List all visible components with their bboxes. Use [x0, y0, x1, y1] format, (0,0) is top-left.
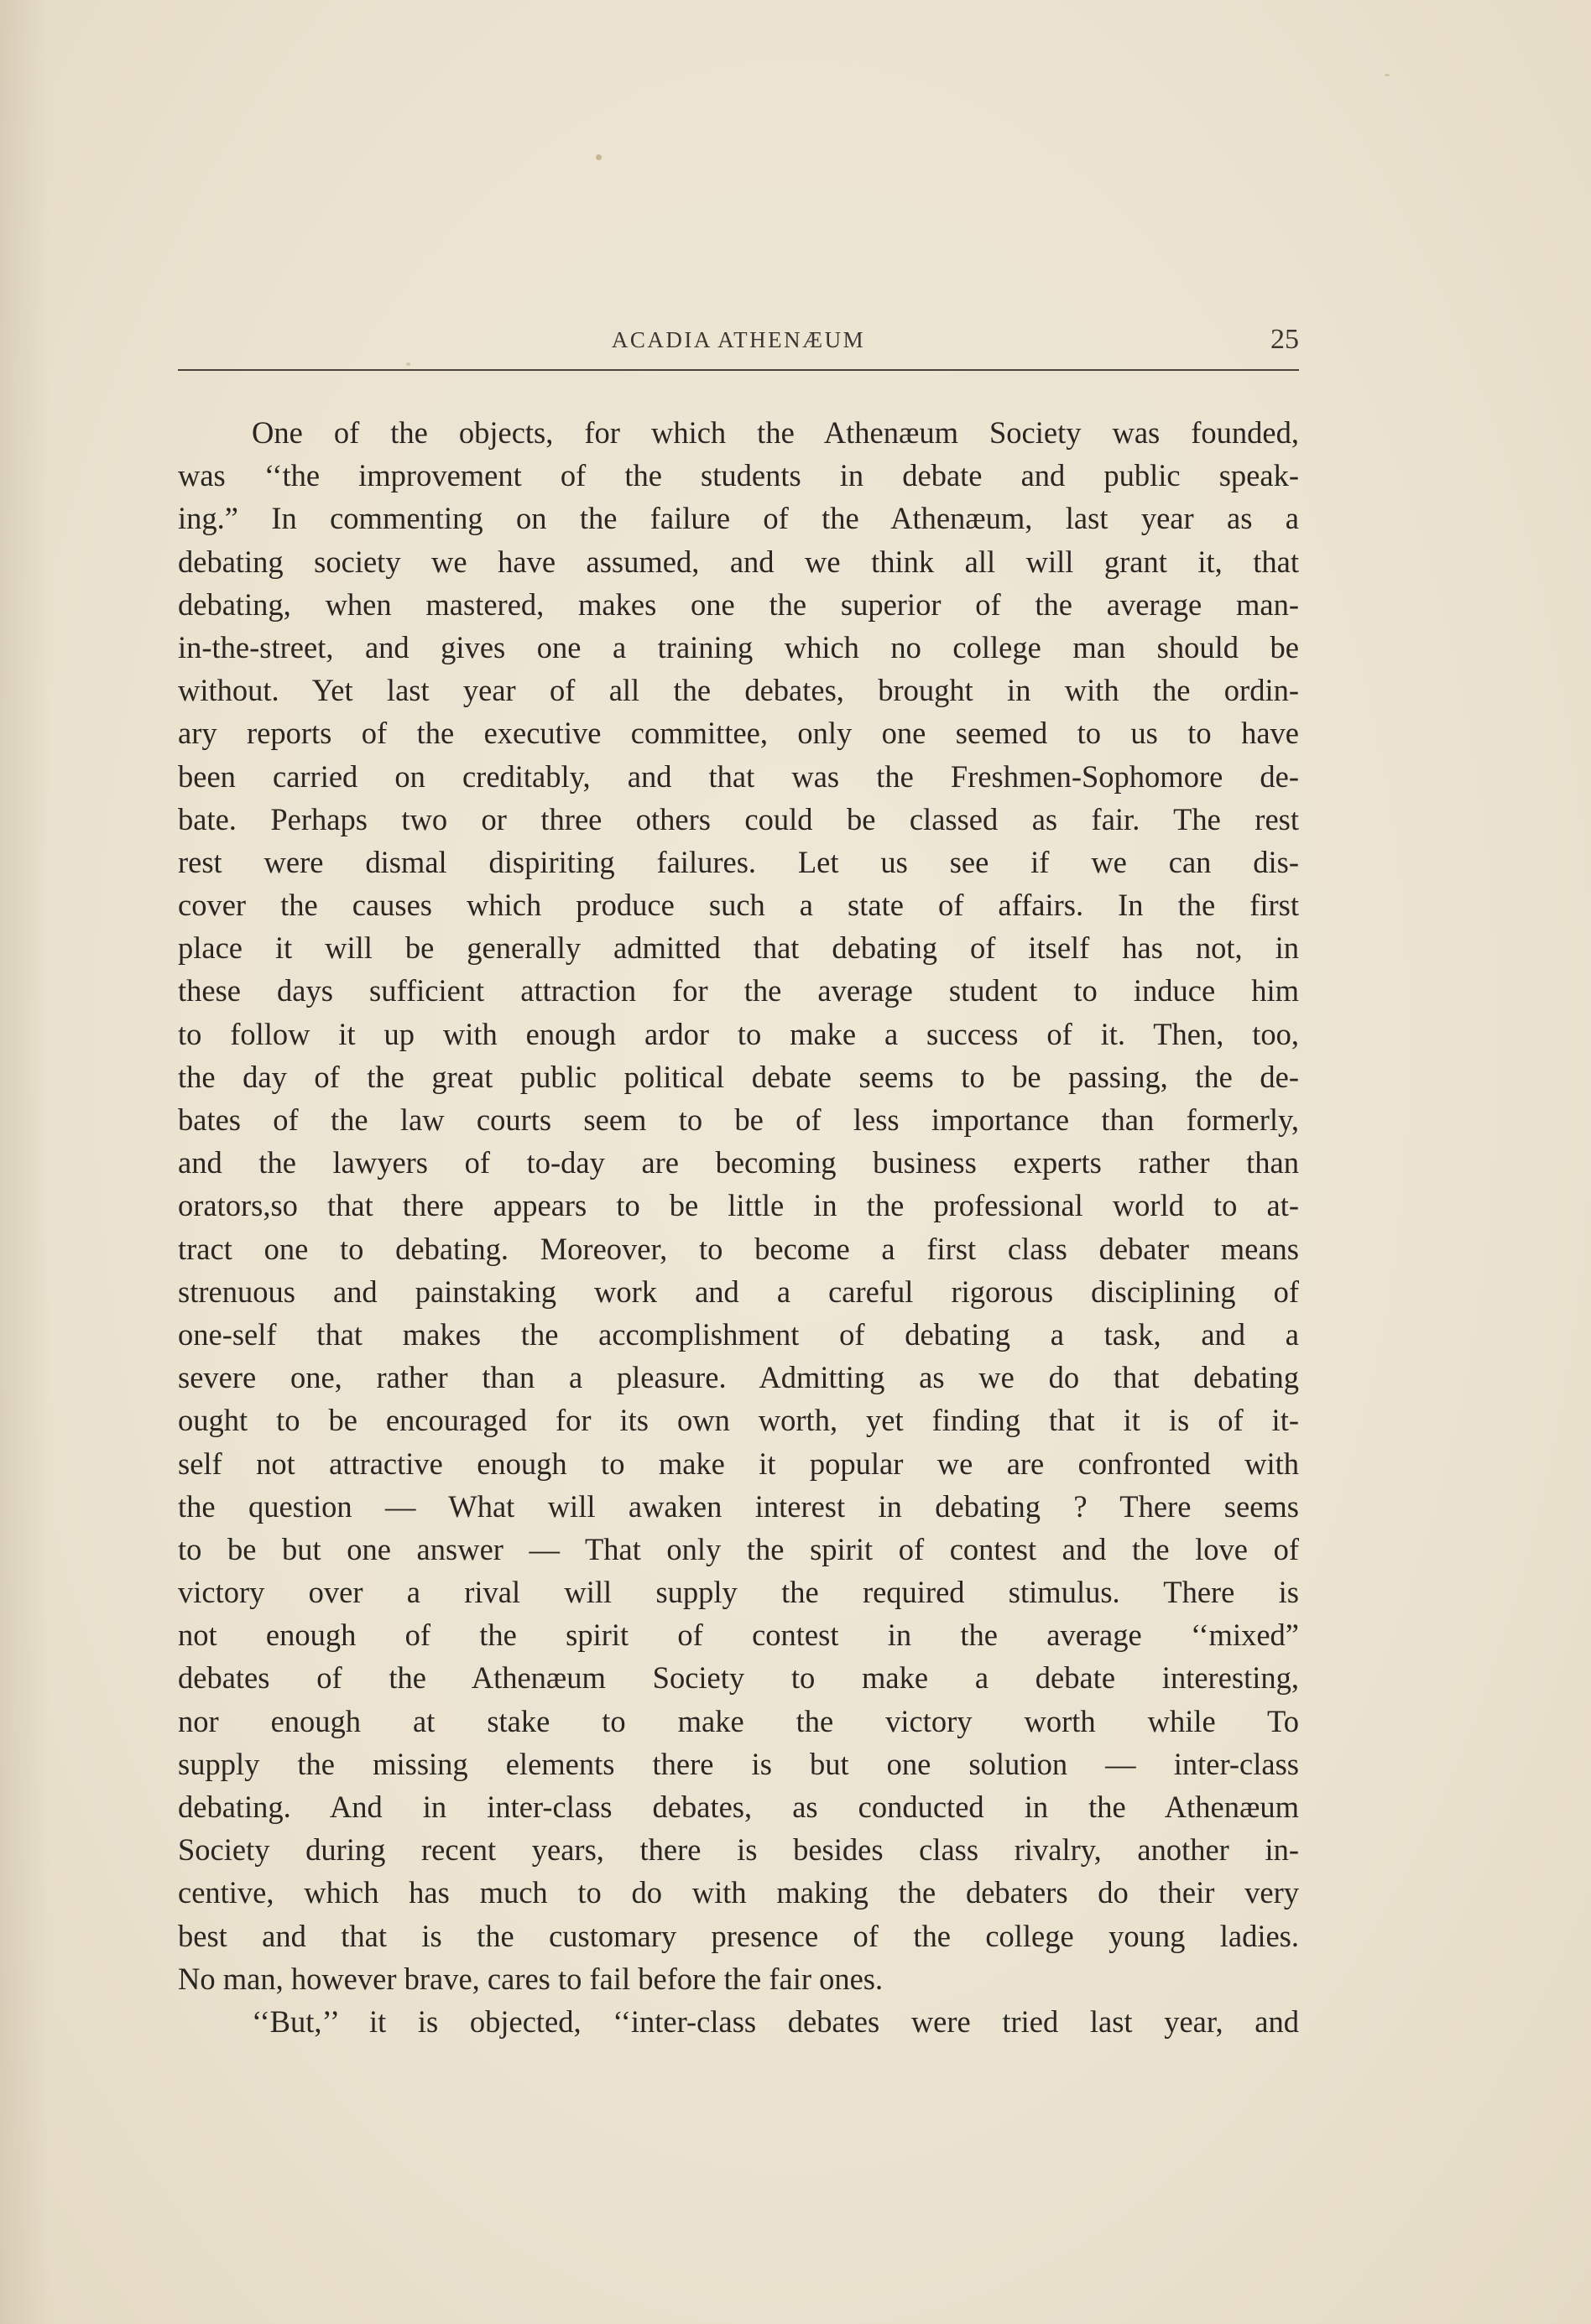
text-line: tract one to debating. Moreover, to become a first class debater means	[178, 1231, 1299, 1266]
text-line: strenuous and painstaking work and a careful rigorous disciplining of	[178, 1274, 1299, 1309]
text-line: to be but one answer — That only the spirit of contest and the love of	[178, 1531, 1299, 1566]
paper-speck	[596, 154, 602, 160]
text-line: No man, however brave, cares to fail before the fair ones.	[178, 1961, 884, 1996]
header-rule	[178, 369, 1299, 371]
text-line: nor enough at stake to make the victory worth while To	[178, 1703, 1299, 1738]
running-title: ACADIA ATHENÆUM	[611, 327, 866, 352]
text-line: been carried on creditably, and that was the Freshmen-Sophomore de-	[178, 758, 1299, 794]
text-line: ought to be encouraged for its own worth, yet finding that it is of it-	[178, 1403, 1299, 1438]
text-line: cover the causes which produce such a state of affairs. In the first	[178, 888, 1299, 923]
text-line: was ‘‘the improvement of the students in debate and public speak-	[178, 458, 1299, 493]
text-line: the question — What will awaken interest in debating ? There seems	[178, 1488, 1299, 1524]
text-line: self not attractive enough to make it popular we are confronted with	[178, 1446, 1299, 1481]
text-line: debating. And in inter-class debates, as conducted in the Athenæum	[178, 1790, 1299, 1824]
article-body	[178, 411, 1299, 2043]
text-line: ary reports of the executive committee, only one seemed to us to have	[178, 716, 1299, 751]
text-line: debating society we have assumed, and we think all will grant it, that	[178, 544, 1299, 579]
text-line: supply the missing elements there is but one solution — inter-class	[178, 1746, 1299, 1781]
text-line: the day of the great public political debate seems to be passing, the de-	[178, 1059, 1299, 1094]
text-line: centive, which has much to do with making the debaters do their very	[178, 1875, 1299, 1910]
text-line: victory over a rival will supply the required stimulus. There is	[178, 1575, 1299, 1610]
text-line: and the lawyers of to-day are becoming business experts rather than	[178, 1145, 1299, 1180]
text-line: not enough of the spirit of contest in the average ‘‘mixed”	[178, 1618, 1299, 1653]
page-number: 25	[1270, 324, 1299, 355]
text-line: one-self that makes the accomplishment of debating a task, and a	[178, 1316, 1299, 1352]
text-line: debates of the Athenæum Society to make a debate interesting,	[178, 1660, 1299, 1696]
text-line: ing.” In commenting on the failure of the Athenæum, last year as a	[178, 501, 1299, 536]
text-line: severe one, rather than a pleasure. Admitting as we do that debating	[178, 1360, 1299, 1395]
text-line: bate. Perhaps two or three others could be classed as fair. The rest	[178, 801, 1299, 836]
text-line: rest were dismal dispiriting failures. Let us see if we can dis-	[178, 844, 1299, 879]
text-line: bates of the law courts seem to be of less importance than formerly,	[178, 1102, 1299, 1137]
page-shadow	[0, 0, 50, 2324]
text-line: best and that is the customary presence of the college young ladies.	[178, 1918, 1299, 1953]
paper-speck	[406, 362, 410, 366]
text-line: ‘‘But,’’ it is objected, ‘‘inter-class debates were tried last year, and	[252, 2004, 1299, 2039]
text-line: to follow it up with enough ardor to make a success of it. Then, too,	[178, 1016, 1299, 1051]
text-line: place it will be generally admitted that debating of itself has not, in	[178, 930, 1299, 966]
page-header	[178, 322, 1299, 362]
text-line: these days sufficient attraction for the average student to induce him	[178, 973, 1299, 1008]
text-line: debating, when mastered, makes one the superior of the average man-	[178, 586, 1299, 622]
text-line: without. Yet last year of all the debates, brought in with the ordin-	[178, 673, 1299, 708]
text-line: Society during recent years, there is besides class rivalry, another in-	[178, 1832, 1299, 1868]
text-line: One of the objects, for which the Athenæum Society was founded,	[252, 415, 1299, 450]
text-line: in-the-street, and gives one a training which no college man should be	[178, 629, 1299, 664]
text-line: orators,so that there appears to be little in the professional world to at-	[178, 1188, 1299, 1223]
paper-speck	[1385, 74, 1390, 76]
